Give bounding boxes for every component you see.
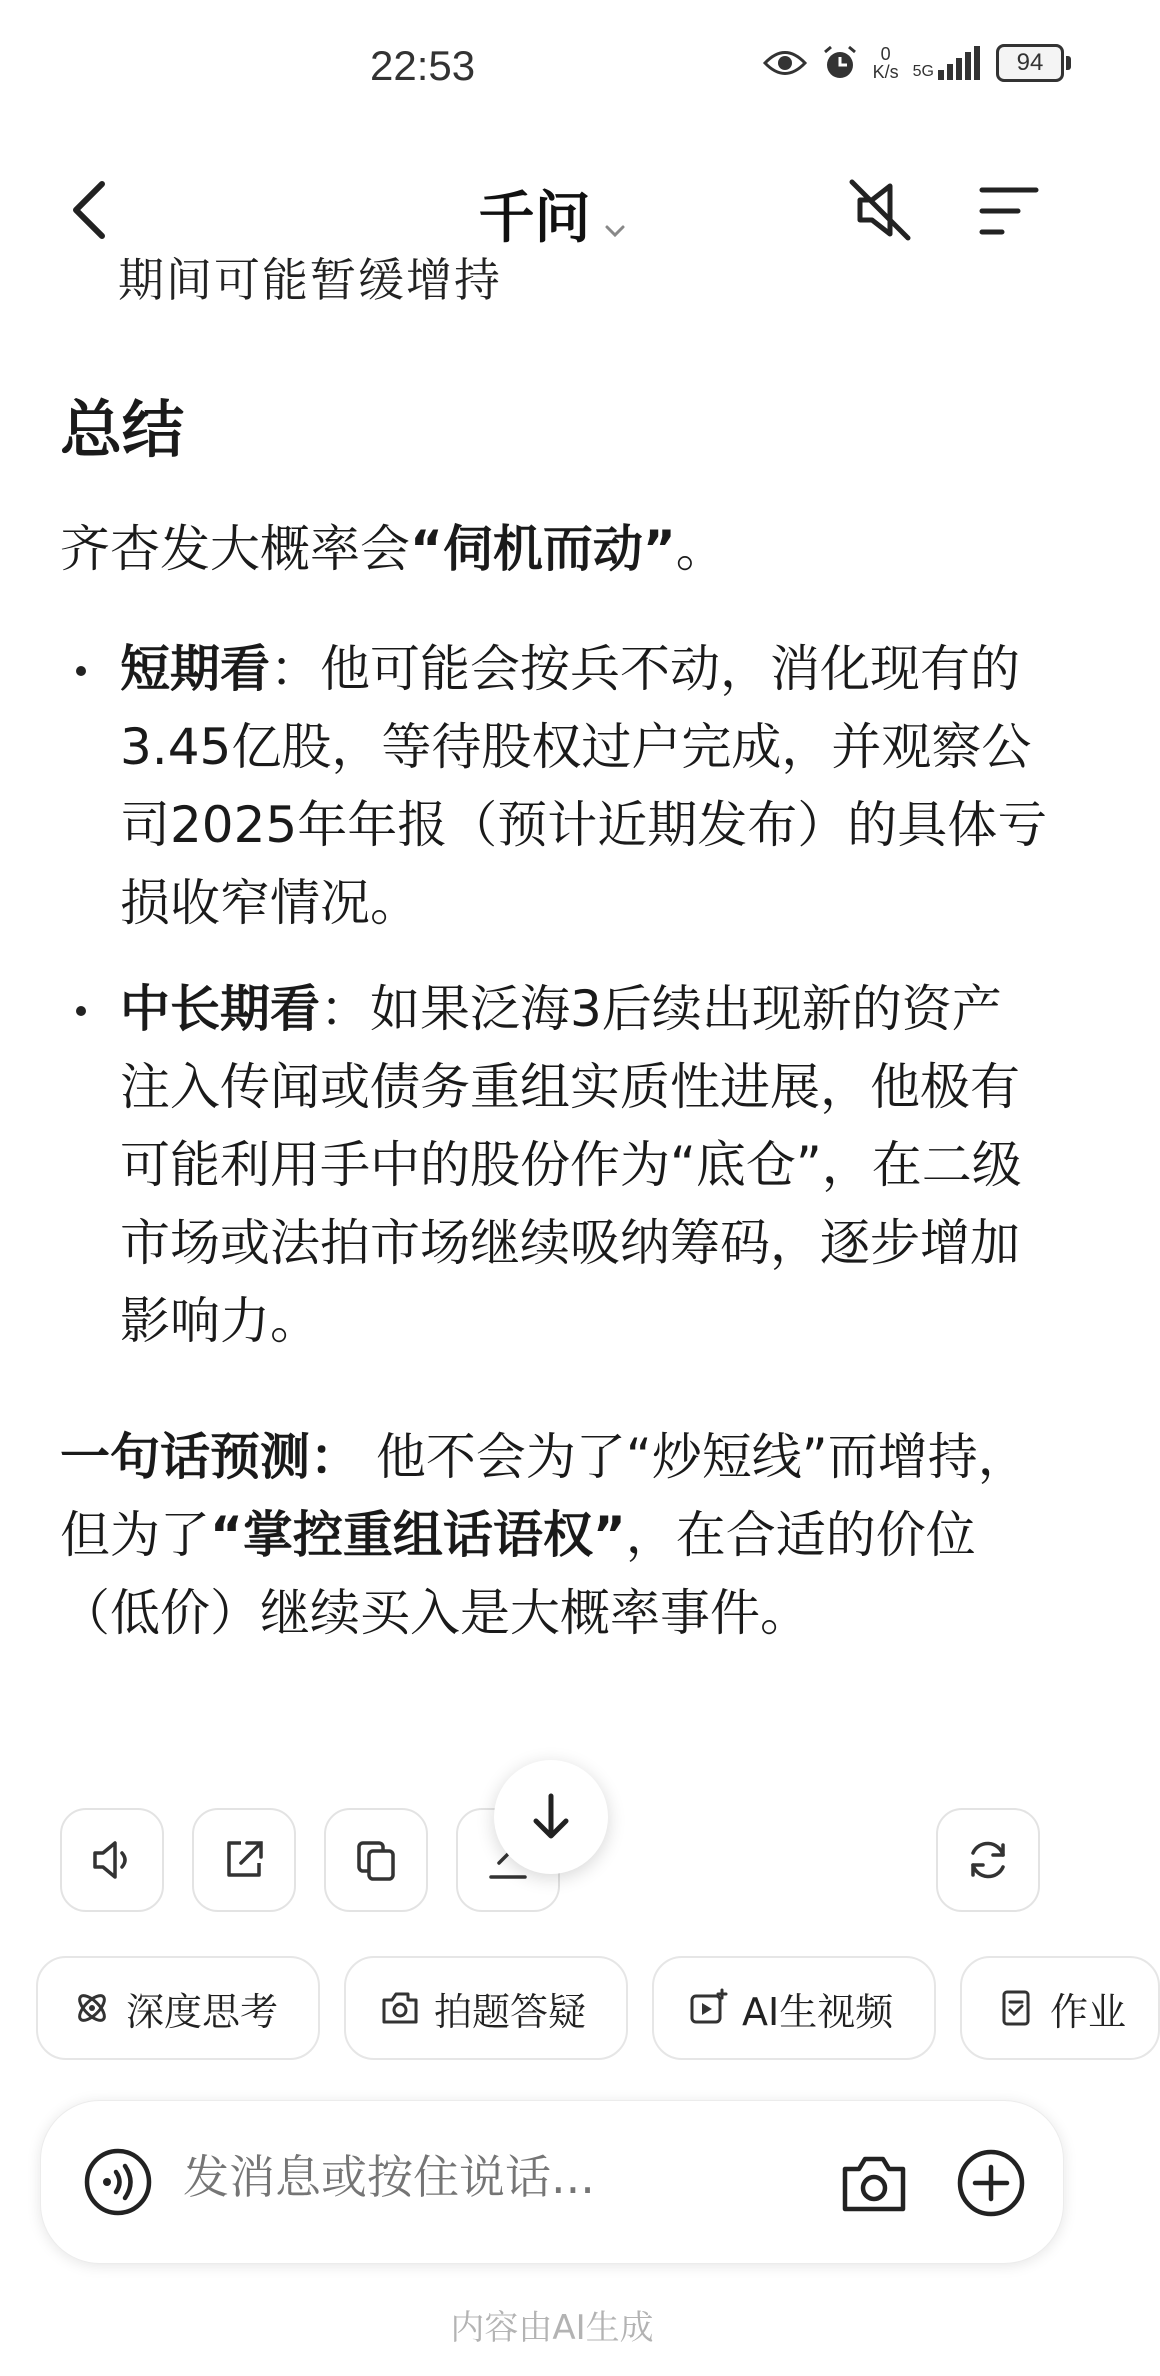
status-time: 22:53 xyxy=(370,42,476,89)
signal-icon xyxy=(938,46,982,80)
eye-icon xyxy=(763,48,807,78)
voice-wave-icon xyxy=(83,2147,153,2217)
menu-button[interactable] xyxy=(978,184,1040,238)
list-item: 短期看：他可能会按兵不动，消化现有的3.45亿股，等待股权过户完成，并观察公司2025年年报（预计近期发布）的具体亏损收窄情况。 xyxy=(60,630,1050,942)
message-input-box xyxy=(40,2100,1064,2264)
signal-strength xyxy=(913,46,982,80)
photo-question-icon xyxy=(380,1988,420,2028)
homework-icon xyxy=(996,1988,1036,2028)
summary-points xyxy=(60,630,1050,1360)
status-icons xyxy=(763,44,1064,82)
share-button[interactable] xyxy=(192,1808,296,1912)
chip-ai-video[interactable] xyxy=(652,1956,936,2060)
camera-icon xyxy=(839,2151,909,2217)
refresh-icon xyxy=(963,1835,1013,1885)
speaker-icon xyxy=(87,1835,137,1885)
summary-intro: 齐杏发大概率会“伺机而动”。 xyxy=(60,520,726,578)
chevron-down-icon xyxy=(604,223,626,242)
conclusion: 一句话预测： 他不会为了“炒短线”而增持，但为了“掌控重组话语权”，在合适的价位（低价）继续买入是大概率事件。 xyxy=(60,1428,1028,1642)
title-dropdown[interactable] xyxy=(0,174,1104,254)
clipped-previous-line: 期间可能暂缓增持 xyxy=(118,253,502,307)
chip-label: 拍题答疑 xyxy=(434,1989,587,2034)
status-bar xyxy=(0,0,1104,130)
ai-generated-note: 内容由AI生成 xyxy=(450,2308,654,2348)
page-title: 千问 xyxy=(478,186,591,251)
signal-label: 5G xyxy=(912,63,934,80)
add-button[interactable] xyxy=(955,2147,1027,2219)
chip-label: AI生视频 xyxy=(742,1989,894,2034)
menu-icon xyxy=(978,184,1040,238)
chip-label: 深度思考 xyxy=(126,1989,279,2034)
copy-icon xyxy=(353,1837,399,1883)
alarm-icon xyxy=(821,44,859,82)
scroll-to-bottom-button[interactable] xyxy=(494,1760,608,1874)
chip-label: 作业 xyxy=(1050,1989,1127,2034)
think-icon xyxy=(72,1988,112,2028)
speaker-muted-icon xyxy=(846,176,914,244)
net-speed: 0 K/s xyxy=(872,44,899,82)
regenerate-button[interactable] xyxy=(936,1808,1040,1912)
chip-homework[interactable] xyxy=(960,1956,1160,2060)
arrow-down-icon xyxy=(528,1792,574,1842)
copy-button[interactable] xyxy=(324,1808,428,1912)
assistant-message xyxy=(60,390,1050,1652)
message-input[interactable] xyxy=(181,2149,805,2205)
plus-circle-icon xyxy=(955,2147,1027,2219)
ai-video-icon xyxy=(688,1988,728,2028)
list-item: 中长期看：如果泛海3后续出现新的资产注入传闻或债务重组实质性进展，他极有可能利用手中的股份作为“底仓”，在二级市场或法拍市场继续吸纳筹码，逐步增加影响力。 xyxy=(60,970,1050,1360)
read-aloud-button[interactable] xyxy=(60,1808,164,1912)
mute-button[interactable] xyxy=(846,176,914,244)
summary-heading: 总结 xyxy=(60,393,185,466)
share-icon xyxy=(221,1837,267,1883)
chip-deep-think[interactable] xyxy=(36,1956,320,2060)
voice-button[interactable] xyxy=(83,2147,153,2217)
feature-chips xyxy=(36,1956,1127,2066)
camera-button[interactable] xyxy=(839,2151,909,2217)
chip-photo-question[interactable] xyxy=(344,1956,628,2060)
battery-indicator: 94 xyxy=(996,44,1064,82)
